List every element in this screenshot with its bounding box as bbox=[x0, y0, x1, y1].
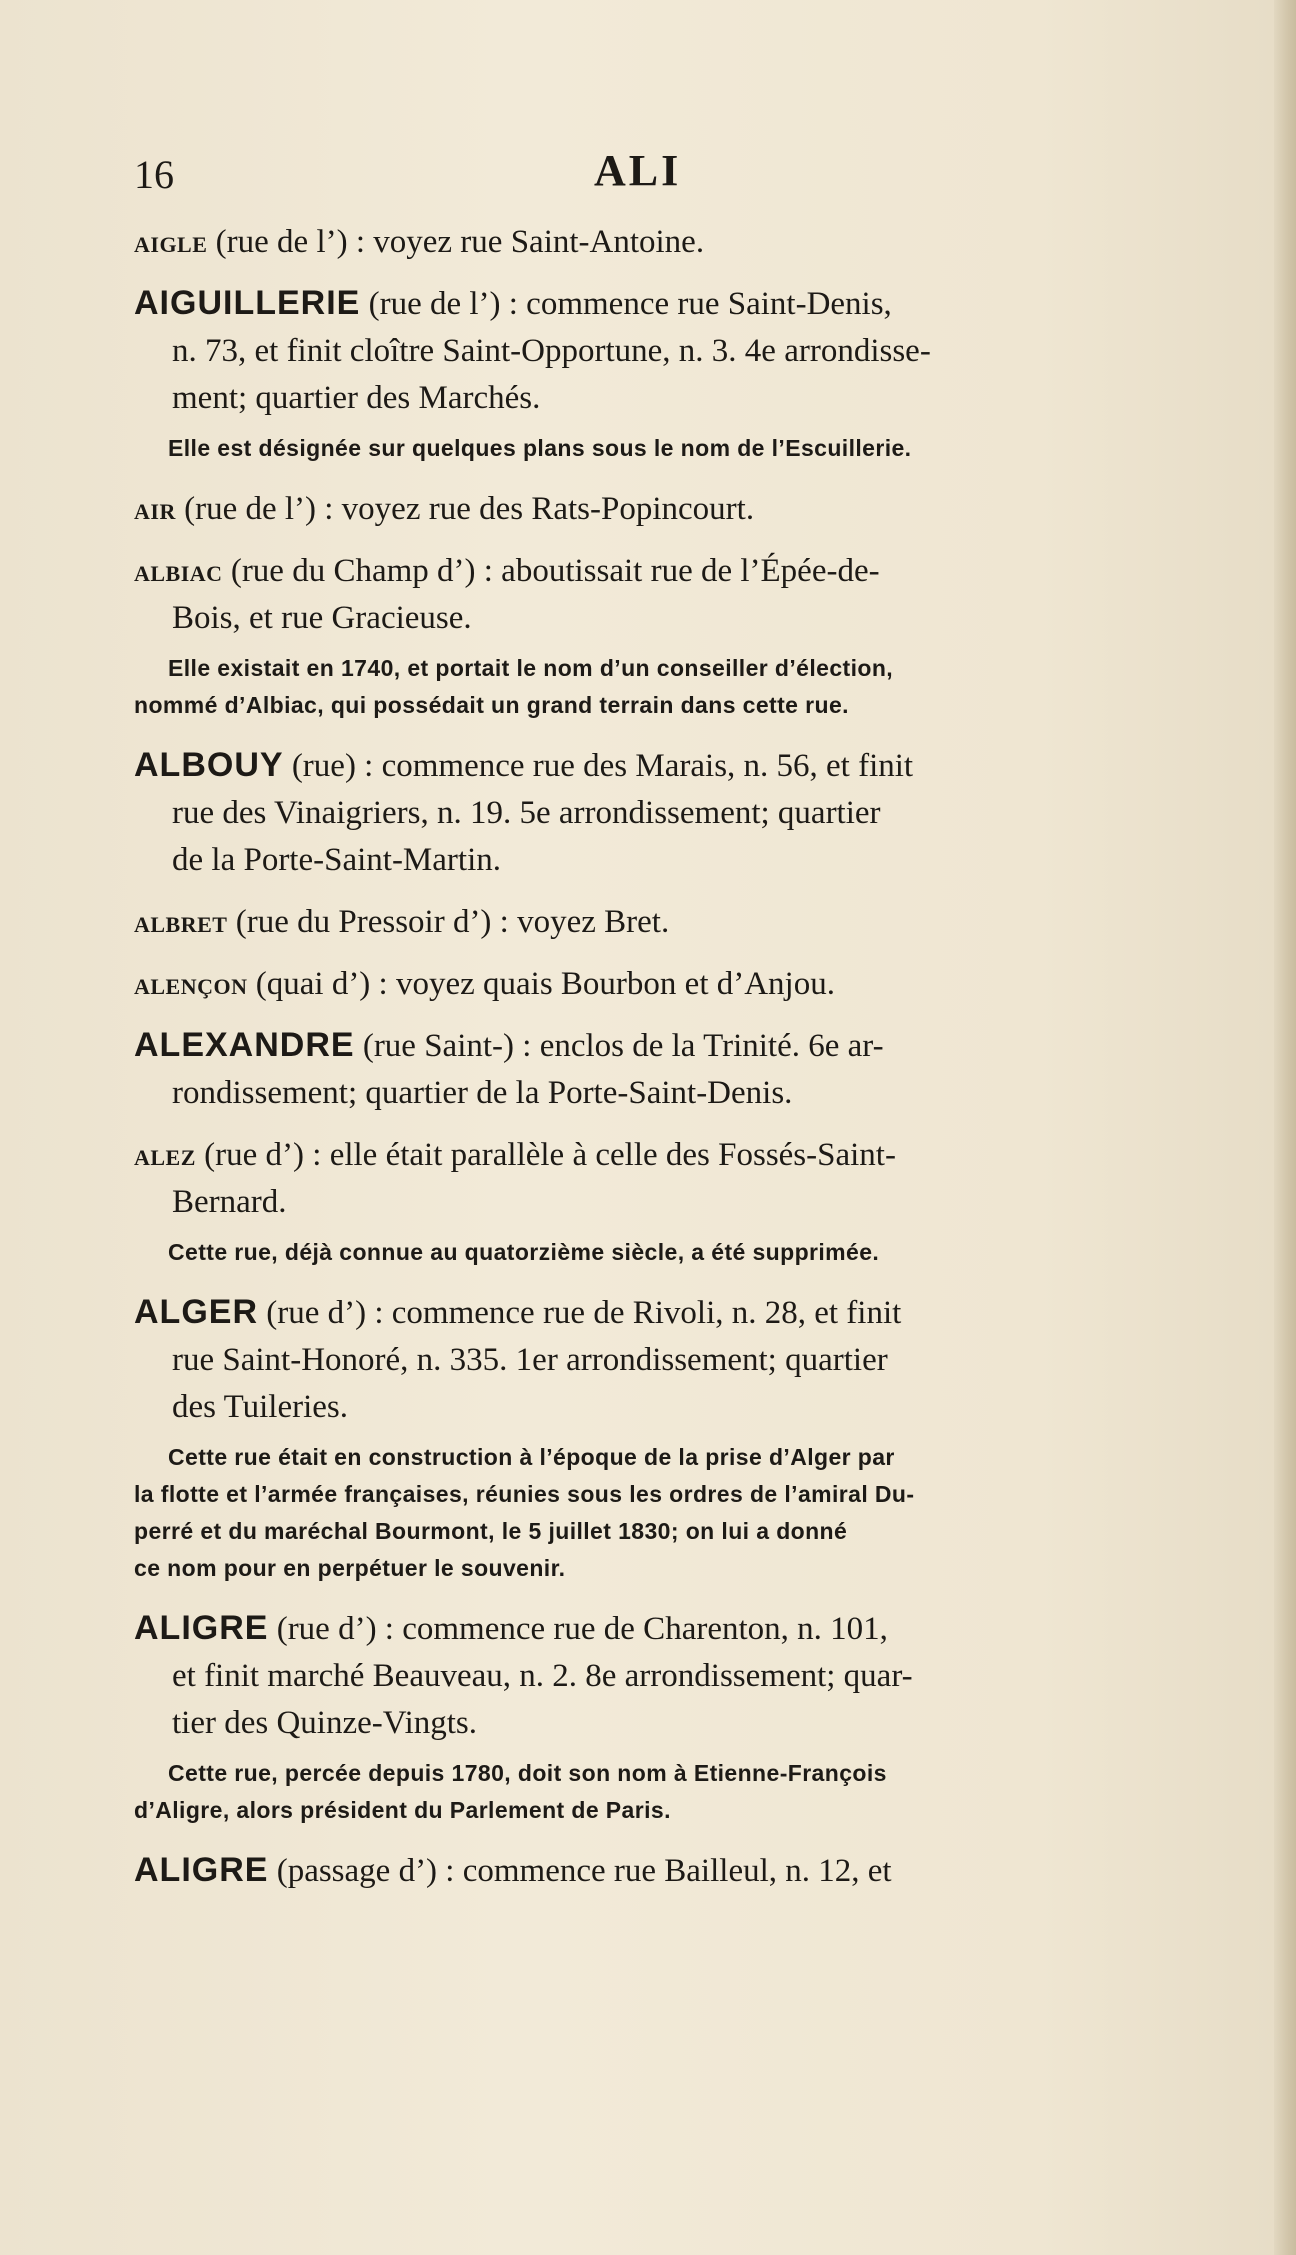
note-line: la flotte et l’armée françaises, réunies sous les ordres de l’amiral Du- bbox=[134, 1481, 915, 1507]
text-column bbox=[134, 218, 1144, 1909]
note-line: ce nom pour en perpétuer le souvenir. bbox=[134, 1555, 566, 1581]
entry-heading: air bbox=[134, 491, 176, 526]
entry-heading: AIGUILLERIE bbox=[134, 284, 361, 322]
entry-alez bbox=[134, 1131, 1144, 1226]
entry-note bbox=[134, 1234, 1144, 1271]
entry-line: (rue) : commence rue des Marais, n. 56, et finit bbox=[291, 748, 914, 784]
page-header bbox=[134, 145, 1134, 205]
entry-line: et finit marché Beauveau, n. 2. 8e arrondissement; quar- bbox=[172, 1658, 913, 1694]
entry-alexandre bbox=[134, 1022, 1144, 1117]
entry-aligre-rue bbox=[134, 1605, 1144, 1747]
note-line: Elle est désignée sur quelques plans sous le nom de l’Escuillerie. bbox=[168, 435, 912, 461]
entry-line: rue Saint-Honoré, n. 335. 1er arrondissement; quartier bbox=[172, 1342, 888, 1378]
entry-line: (rue de l’) : voyez rue des Rats-Popincourt. bbox=[184, 491, 755, 527]
entry-note bbox=[134, 650, 1144, 724]
note-line: Cette rue, percée depuis 1780, doit son nom à Etienne-François bbox=[168, 1760, 887, 1786]
entry-line: Bernard. bbox=[172, 1184, 287, 1220]
entry-line: (rue de l’) : commence rue Saint-Denis, bbox=[368, 286, 892, 322]
entry-aiguillerie bbox=[134, 280, 1144, 422]
note-line: perré et du maréchal Bourmont, le 5 juillet 1830; on lui a donné bbox=[134, 1518, 848, 1544]
entry-line: (passage d’) : commence rue Bailleul, n. 12, et bbox=[276, 1853, 892, 1889]
entry-note bbox=[134, 430, 1144, 467]
entry-heading: alençon bbox=[134, 966, 248, 1001]
note-line: Cette rue, déjà connue au quatorzième siècle, a été supprimée. bbox=[168, 1239, 880, 1265]
entry-heading: albret bbox=[134, 904, 228, 939]
entry-line: (rue Saint-) : enclos de la Trinité. 6e ar- bbox=[362, 1028, 884, 1064]
page-number: 16 bbox=[134, 152, 174, 197]
entry-line: Bois, et rue Gracieuse. bbox=[172, 600, 472, 636]
entry-albouy bbox=[134, 742, 1144, 884]
page-edge bbox=[1274, 0, 1296, 2255]
entry-line: (rue de l’) : voyez rue Saint-Antoine. bbox=[215, 224, 705, 260]
entry-aigle bbox=[134, 218, 1144, 266]
entry-line: rue des Vinaigriers, n. 19. 5e arrondissement; quartier bbox=[172, 795, 881, 831]
running-head: ALI bbox=[594, 146, 682, 195]
entry-line: n. 73, et finit cloître Saint-Opportune, n. 3. 4e arrondisse- bbox=[172, 333, 931, 369]
note-line: nommé d’Albiac, qui possédait un grand terrain dans cette rue. bbox=[134, 692, 849, 718]
entry-line: (rue du Champ d’) : aboutissait rue de l’Épée-de- bbox=[230, 553, 880, 589]
entry-heading: ALGER bbox=[134, 1293, 258, 1331]
entry-albret bbox=[134, 898, 1144, 946]
entry-line: rondissement; quartier de la Porte-Saint-Denis. bbox=[172, 1075, 793, 1111]
entry-heading: ALIGRE bbox=[134, 1851, 269, 1889]
entry-line: de la Porte-Saint-Martin. bbox=[172, 842, 502, 878]
entry-line: (rue d’) : elle était parallèle à celle des Fossés-Saint- bbox=[204, 1137, 896, 1173]
entry-heading: albiac bbox=[134, 553, 223, 588]
note-line: Elle existait en 1740, et portait le nom d’un conseiller d’élection, bbox=[168, 655, 894, 681]
entry-alencon bbox=[134, 960, 1144, 1008]
entry-note bbox=[134, 1439, 1144, 1587]
entry-line: (rue d’) : commence rue de Charenton, n. 101, bbox=[276, 1611, 888, 1647]
entry-albiac bbox=[134, 547, 1144, 642]
entry-heading: ALBOUY bbox=[134, 746, 284, 784]
note-line: d’Aligre, alors président du Parlement de Paris. bbox=[134, 1797, 671, 1823]
entry-line: (rue d’) : commence rue de Rivoli, n. 28, et finit bbox=[266, 1295, 902, 1331]
entry-heading: ALEXANDRE bbox=[134, 1026, 355, 1064]
entry-line: tier des Quinze-Vingts. bbox=[172, 1705, 478, 1741]
entry-heading: aigle bbox=[134, 224, 208, 259]
entry-heading: ALIGRE bbox=[134, 1609, 269, 1647]
note-line: Cette rue était en construction à l’époque de la prise d’Alger par bbox=[168, 1444, 895, 1470]
entry-line: des Tuileries. bbox=[172, 1389, 349, 1425]
entry-line: ment; quartier des Marchés. bbox=[172, 380, 541, 416]
entry-line: (rue du Pressoir d’) : voyez Bret. bbox=[235, 904, 670, 940]
entry-alger bbox=[134, 1289, 1144, 1431]
entry-line: (quai d’) : voyez quais Bourbon et d’Anjou. bbox=[255, 966, 835, 1002]
entry-heading: alez bbox=[134, 1137, 196, 1172]
entry-air bbox=[134, 485, 1144, 533]
entry-aligre-passage bbox=[134, 1847, 1144, 1895]
entry-note bbox=[134, 1755, 1144, 1829]
